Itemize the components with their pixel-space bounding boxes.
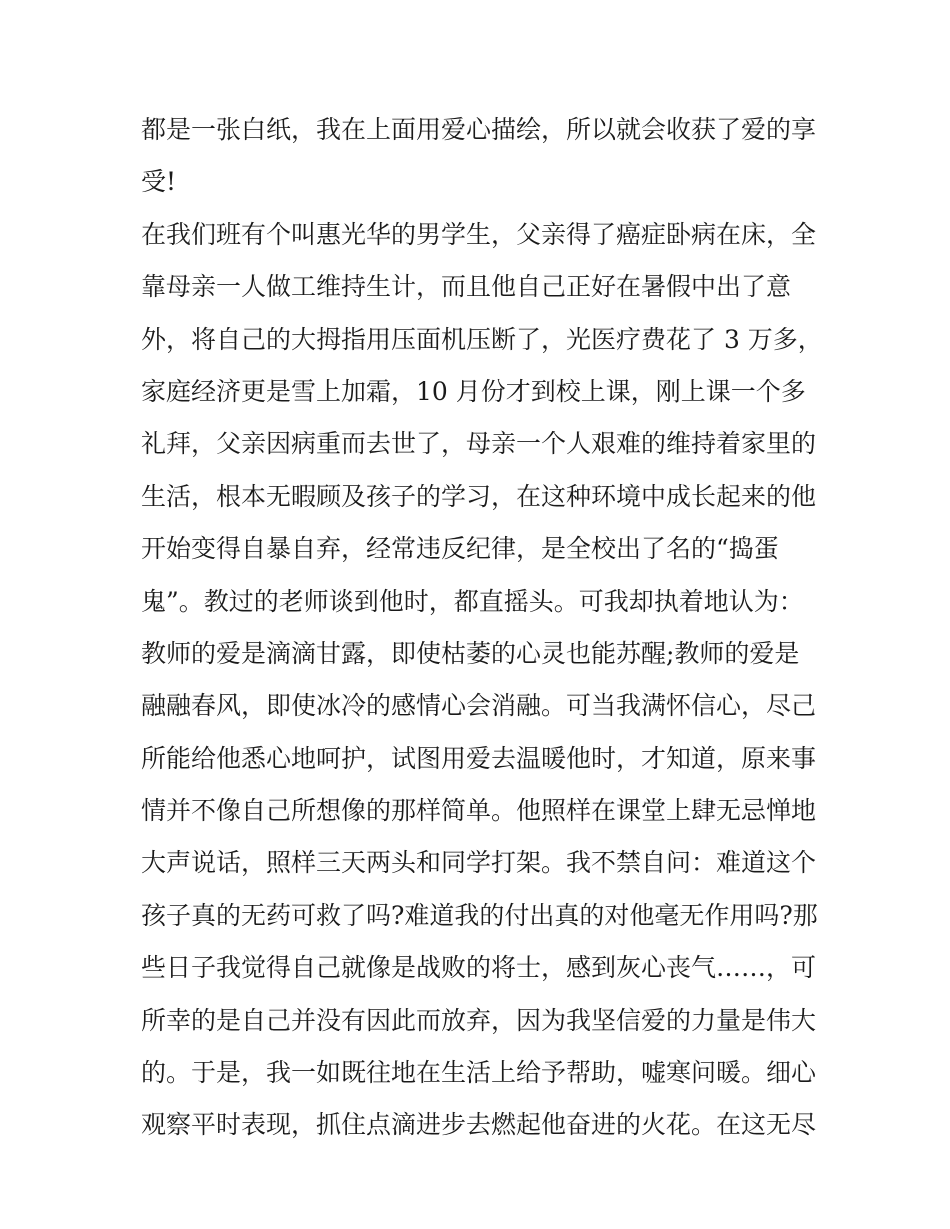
text-line: 所能给他悉心地呵护，试图用爱去温暖他时，才知道，原来事 xyxy=(141,743,817,773)
text-line: 的。于是，我一如既往地在生活上给予帮助，嘘寒问暖。细心 xyxy=(141,1058,817,1088)
text-line: 所幸的是自己并没有因此而放弃，因为我坚信爱的力量是伟大 xyxy=(141,1005,817,1035)
text-line: 受! xyxy=(141,167,177,197)
text-line: 鬼”。教过的老师谈到他时，都直摇头。可我却执着地认为： xyxy=(141,586,804,616)
text-line: 生活，根本无暇顾及孩子的学习，在这种环境中成长起来的他 xyxy=(141,481,817,511)
text-line: 情并不像自己所想像的那样简单。他照样在课堂上肆无忌惮地 xyxy=(141,796,817,826)
text-line: 家庭经济更是雪上加霜，10 月份才到校上课，刚上课一个多 xyxy=(141,376,806,406)
text-line: 礼拜，父亲因病重而去世了，母亲一个人艰难的维持着家里的 xyxy=(141,429,817,459)
text-line: 些日子我觉得自己就像是战败的将士，感到灰心丧气……，可 xyxy=(141,953,817,983)
text-line: 外，将自己的大拇指用压面机压断了，光医疗费花了 3 万多， xyxy=(141,324,823,354)
text-line: 开始变得自暴自弃，经常违反纪律，是全校出了名的“捣蛋 xyxy=(141,534,779,564)
text-line: 教师的爱是滴滴甘露，即使枯萎的心灵也能苏醒;教师的爱是 xyxy=(141,638,800,668)
text-line: 孩子真的无药可救了吗?难道我的付出真的对他毫无作用吗?那 xyxy=(141,900,818,930)
text-line: 在我们班有个叫惠光华的男学生，父亲得了癌症卧病在床，全 xyxy=(141,219,817,249)
text-line: 靠母亲一人做工维持生计，而且他自己正好在暑假中出了意 xyxy=(141,272,792,302)
text-line: 融融春风，即使冰冷的感情心会消融。可当我满怀信心，尽己 xyxy=(141,691,817,721)
text-line: 观察平时表现，抓住点滴进步去燃起他奋进的火花。在这无尽 xyxy=(141,1110,817,1140)
body-text xyxy=(141,104,821,1152)
text-line: 大声说话，照样三天两头和同学打架。我不禁自问：难道这个 xyxy=(141,848,817,878)
text-line: 都是一张白纸，我在上面用爱心描绘，所以就会收获了爱的享 xyxy=(141,115,817,144)
